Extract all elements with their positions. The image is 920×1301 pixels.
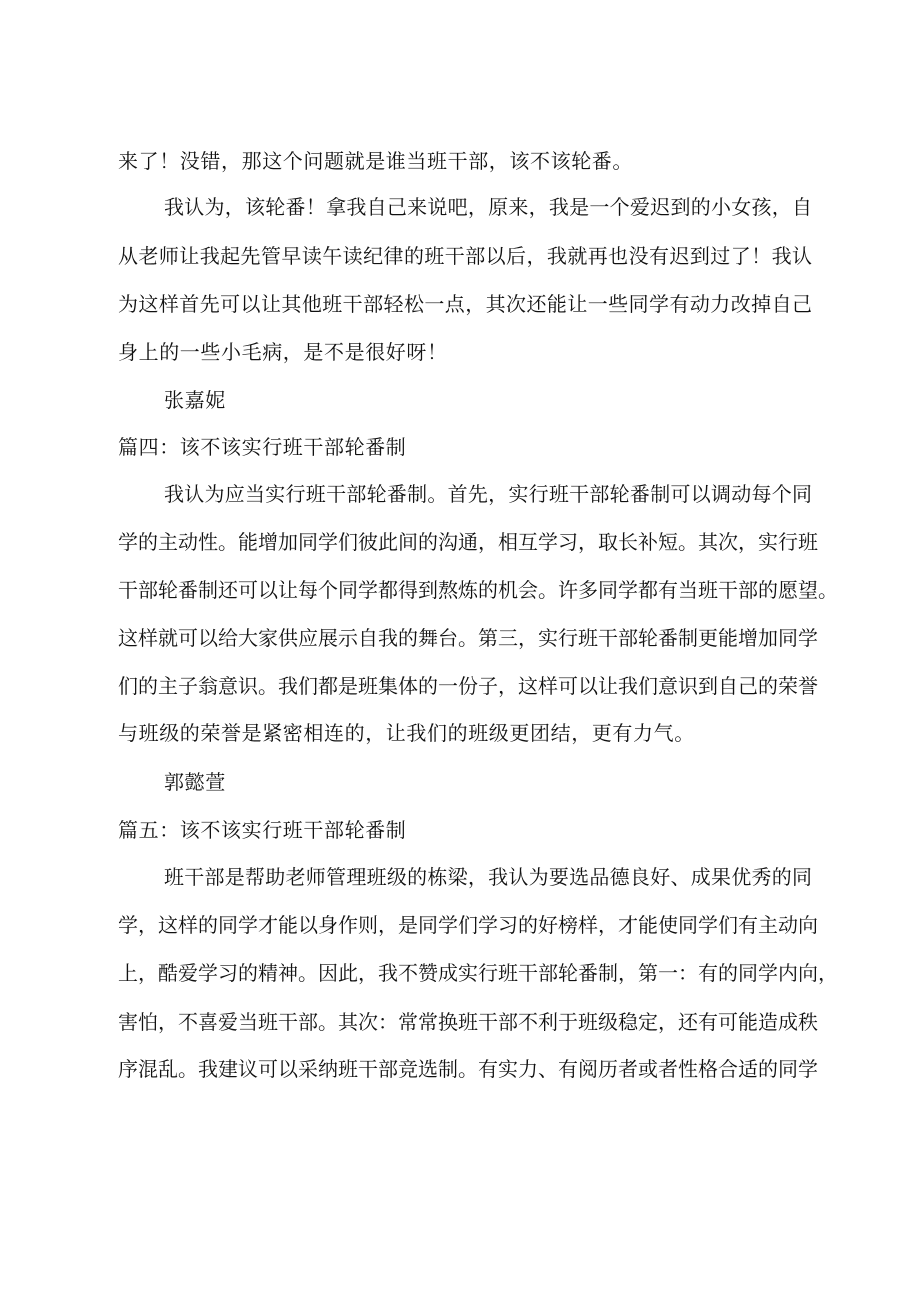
paragraph-line: 们的主子翁意识。我们都是班集体的一份子，这样可以让我们意识到自己的荣誉	[118, 674, 818, 698]
paragraph-line: 为这样首先可以让其他班干部轻松一点，其次还能让一些同学有动力改掉自己	[118, 292, 812, 316]
author-name: 郭懿萱	[164, 770, 226, 794]
author-name: 张嘉妮	[164, 388, 226, 412]
paragraph-line: 我认为应当实行班干部轮番制。首先，实行班干部轮番制可以调动每个同	[164, 482, 812, 506]
paragraph-line: 序混乱。我建议可以采纳班干部竞选制。有实力、有阅历者或者性格合适的同学	[118, 1057, 818, 1081]
paragraph-line: 上，酷爱学习的精神。因此，我不赞成实行班干部轮番制，第一：有的同学内向，	[118, 961, 838, 985]
section-heading: 篇四：该不该实行班干部轮番制	[118, 435, 407, 459]
paragraph-line: 班干部是帮助老师管理班级的栋梁，我认为要选品德良好、成果优秀的同	[164, 865, 812, 889]
paragraph-line: 与班级的荣誉是紧密相连的，让我们的班级更团结，更有力气。	[118, 721, 695, 745]
paragraph-line: 这样就可以给大家供应展示自我的舞台。第三，实行班干部轮番制更能增加同学	[118, 626, 818, 650]
paragraph-line: 干部轮番制还可以让每个同学都得到熬炼的机会。许多同学都有当班干部的愿望。	[118, 578, 838, 602]
paragraph-line: 学的主动性。能增加同学们彼此间的沟通，相互学习，取长补短。其次，实行班	[118, 530, 818, 554]
paragraph-line: 学，这样的同学才能以身作则，是同学们学习的好榜样，才能使同学们有主动向	[118, 913, 818, 937]
paragraph-line: 害怕，不喜爱当班干部。其次：常常换班干部不利于班级稳定，还有可能造成秩	[118, 1010, 818, 1034]
paragraph-line: 从老师让我起先管早读午读纪律的班干部以后，我就再也没有迟到过了！我认	[118, 244, 812, 268]
paragraph-line: 我认为，该轮番！拿我自己来说吧，原来，我是一个爱迟到的小女孩，自	[164, 195, 812, 219]
paragraph-line: 身上的一些小毛病，是不是很好呀！	[118, 340, 448, 364]
section-heading: 篇五：该不该实行班干部轮番制	[118, 818, 407, 842]
paragraph-line: 来了！没错，那这个问题就是谁当班干部，该不该轮番。	[118, 149, 633, 173]
